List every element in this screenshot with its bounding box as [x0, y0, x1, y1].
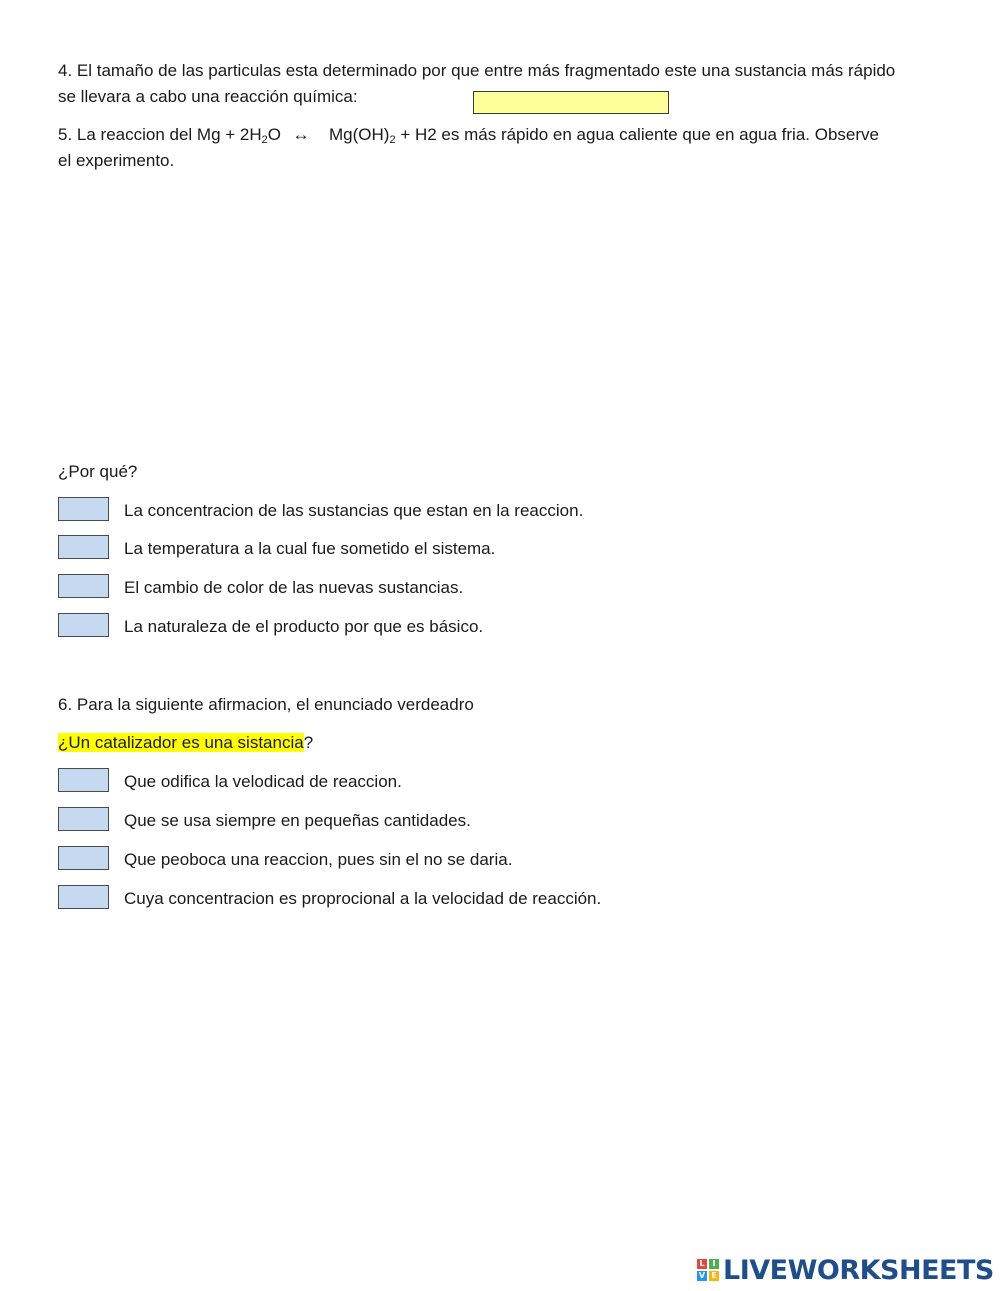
liveworksheets-logo[interactable]: [697, 1254, 994, 1286]
q6-question-mark: ?: [303, 733, 314, 752]
q5-text-line2: el experimento.: [58, 151, 175, 170]
q4-text-line1: 4. El tamaño de las particulas esta determinado por que entre más fragmentado este una sustancia más rápido: [58, 61, 896, 80]
q5-option-3-checkbox[interactable]: [58, 574, 109, 598]
q5-subscript-2: 2: [389, 134, 396, 146]
q5-text-line1: [58, 125, 879, 150]
logo-tile-v: V: [698, 1271, 706, 1280]
q5-product: Mg(OH): [329, 125, 390, 144]
liveworksheets-logo-icon: [697, 1259, 719, 1281]
q4-answer-input[interactable]: [473, 91, 669, 114]
q6-option-4-label: Cuya concentracion es proprocional a la velocidad de reacción.: [124, 889, 602, 908]
logo-tile-i: I: [709, 1259, 719, 1269]
liveworksheets-logo-text: LIVEWORKSHEETS: [723, 1254, 994, 1286]
q5-option-2-checkbox[interactable]: [58, 535, 109, 559]
q6-option-4-checkbox[interactable]: [58, 885, 109, 909]
q5-why-label: ¿Por qué?: [58, 462, 138, 481]
q6-question: [58, 733, 313, 753]
q5-option-2-label: La temperatura a la cual fue sometido el sistema.: [124, 539, 496, 558]
q6-title: 6. Para la siguiente afirmacion, el enunciado verdeadro: [58, 695, 474, 714]
logo-tile-l: L: [697, 1259, 707, 1269]
q6-option-1-checkbox[interactable]: [58, 768, 109, 792]
q4-text-line2: se llevara a cabo una reacción química:: [58, 87, 358, 106]
q5-prefix: 5. La reaccion del Mg + 2H: [58, 125, 262, 144]
reversible-arrow-icon: ↔: [292, 125, 310, 144]
q6-option-3-label: Que peoboca una reaccion, pues sin el no se daria.: [124, 850, 513, 869]
q6-option-1-label: Que odifica la velodicad de reaccion.: [124, 772, 402, 791]
q5-rest: + H2 es más rápido en agua caliente que en agua fria. Observe: [395, 125, 879, 144]
q5-option-4-checkbox[interactable]: [58, 613, 109, 637]
q6-option-2-checkbox[interactable]: [58, 807, 109, 831]
q6-option-2-label: Que se usa siempre en pequeñas cantidades.: [124, 811, 471, 830]
q5-option-4-label: La naturaleza de el producto por que es básico.: [124, 617, 484, 636]
q5-option-1-label: La concentracion de las sustancias que estan en la reaccion.: [124, 501, 584, 520]
q5-subscript-1: 2: [261, 134, 268, 146]
q6-question-highlight: ¿Un catalizador es una sistancia: [58, 733, 304, 752]
q5-option-3-label: El cambio de color de las nuevas sustancias.: [124, 578, 464, 597]
q5-oxygen: O: [267, 125, 282, 144]
logo-tile-e: E: [709, 1271, 719, 1281]
q5-option-1-checkbox[interactable]: [58, 497, 109, 521]
q6-option-3-checkbox[interactable]: [58, 846, 109, 870]
